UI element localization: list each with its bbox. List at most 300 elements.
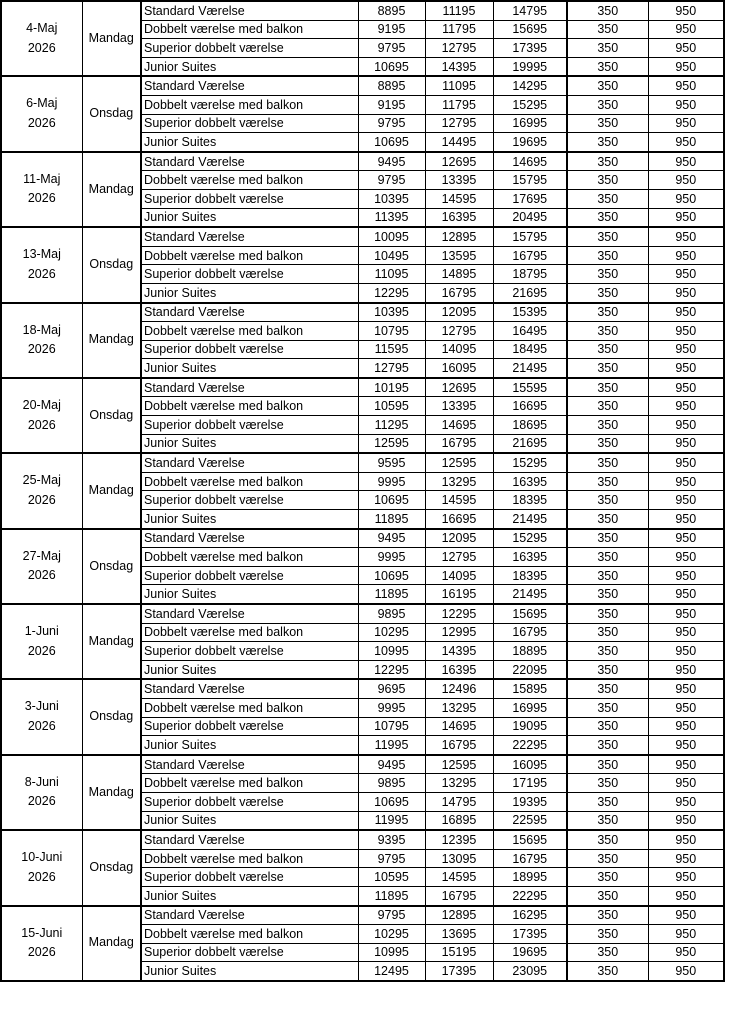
price-col2-cell: 13095 xyxy=(425,849,493,868)
supplement1-cell: 350 xyxy=(567,227,648,246)
price-col2-cell: 14595 xyxy=(425,868,493,887)
price-col3-cell: 23095 xyxy=(493,962,567,981)
date-cell xyxy=(1,1,82,76)
supplement2-cell: 950 xyxy=(648,679,724,698)
room-type-cell: Junior Suites xyxy=(141,811,358,830)
supplement2-cell: 950 xyxy=(648,283,724,302)
room-type-cell: Standard Værelse xyxy=(141,529,358,548)
supplement2-cell: 950 xyxy=(648,698,724,717)
supplement1-cell: 350 xyxy=(567,416,648,435)
supplement2-cell: 950 xyxy=(648,114,724,133)
price-col1-cell: 9795 xyxy=(358,114,425,133)
price-col3-cell: 16795 xyxy=(493,623,567,642)
supplement1-cell: 350 xyxy=(567,679,648,698)
room-type-cell: Junior Suites xyxy=(141,736,358,755)
supplement1-cell: 350 xyxy=(567,886,648,905)
price-col3-cell: 15695 xyxy=(493,20,567,39)
price-col1-cell: 10695 xyxy=(358,133,425,152)
price-col2-cell: 12895 xyxy=(425,227,493,246)
price-col2-cell: 11795 xyxy=(425,20,493,39)
price-col1-cell: 9995 xyxy=(358,548,425,567)
table-row xyxy=(1,152,724,171)
room-type-cell: Standard Værelse xyxy=(141,227,358,246)
price-col3-cell: 16995 xyxy=(493,114,567,133)
supplement1-cell: 350 xyxy=(567,246,648,265)
room-type-cell: Superior dobbelt værelse xyxy=(141,868,358,887)
price-col3-cell: 15595 xyxy=(493,378,567,397)
price-col1-cell: 11595 xyxy=(358,340,425,359)
price-col3-cell: 16695 xyxy=(493,397,567,416)
supplement1-cell: 350 xyxy=(567,20,648,39)
date-text: 27-Maj xyxy=(22,548,61,563)
supplement1-cell: 350 xyxy=(567,849,648,868)
supplement1-cell: 350 xyxy=(567,171,648,190)
supplement2-cell: 950 xyxy=(648,868,724,887)
price-col3-cell: 22095 xyxy=(493,660,567,679)
supplement2-cell: 950 xyxy=(648,792,724,811)
price-col3-cell: 14295 xyxy=(493,76,567,95)
date-text: 3-Juni xyxy=(24,699,59,714)
room-type-cell: Junior Suites xyxy=(141,962,358,981)
room-type-cell: Superior dobbelt værelse xyxy=(141,39,358,58)
price-col1-cell: 9795 xyxy=(358,906,425,925)
table-row xyxy=(1,830,724,849)
year-text: 2026 xyxy=(27,40,56,55)
price-col1-cell: 11395 xyxy=(358,208,425,227)
weekday-cell: Mandag xyxy=(82,906,141,981)
supplement2-cell: 950 xyxy=(648,39,724,58)
supplement2-cell: 950 xyxy=(648,208,724,227)
table-row xyxy=(1,303,724,322)
room-type-cell: Standard Værelse xyxy=(141,755,358,774)
year-text: 2026 xyxy=(27,492,56,507)
price-col2-cell: 12995 xyxy=(425,623,493,642)
year-text: 2026 xyxy=(27,191,56,206)
year-text: 2026 xyxy=(27,794,56,809)
price-col3-cell: 16495 xyxy=(493,322,567,341)
price-col2-cell: 12795 xyxy=(425,39,493,58)
price-col3-cell: 16795 xyxy=(493,246,567,265)
room-type-cell: Junior Suites xyxy=(141,585,358,604)
supplement2-cell: 950 xyxy=(648,529,724,548)
price-col2-cell: 13695 xyxy=(425,925,493,944)
date-text: 20-Maj xyxy=(22,397,61,412)
price-col1-cell: 10295 xyxy=(358,623,425,642)
supplement1-cell: 350 xyxy=(567,208,648,227)
price-col1-cell: 9995 xyxy=(358,472,425,491)
price-col1-cell: 10695 xyxy=(358,566,425,585)
price-col1-cell: 10695 xyxy=(358,792,425,811)
price-col1-cell: 12495 xyxy=(358,962,425,981)
price-col3-cell: 19095 xyxy=(493,717,567,736)
date-cell xyxy=(1,453,82,528)
price-col1-cell: 10195 xyxy=(358,378,425,397)
price-col2-cell: 16095 xyxy=(425,359,493,378)
supplement1-cell: 350 xyxy=(567,943,648,962)
price-col3-cell: 16995 xyxy=(493,698,567,717)
price-col3-cell: 18995 xyxy=(493,868,567,887)
room-type-cell: Standard Værelse xyxy=(141,152,358,171)
price-col2-cell: 11095 xyxy=(425,76,493,95)
price-col2-cell: 12095 xyxy=(425,529,493,548)
price-col2-cell: 14495 xyxy=(425,133,493,152)
date-cell xyxy=(1,604,82,679)
price-col1-cell: 9895 xyxy=(358,774,425,793)
price-col3-cell: 18895 xyxy=(493,642,567,661)
weekday-cell: Onsdag xyxy=(82,679,141,754)
supplement1-cell: 350 xyxy=(567,340,648,359)
supplement2-cell: 950 xyxy=(648,830,724,849)
weekday-cell: Onsdag xyxy=(82,529,141,604)
date-text: 25-Maj xyxy=(22,473,61,488)
room-type-cell: Superior dobbelt værelse xyxy=(141,642,358,661)
supplement1-cell: 350 xyxy=(567,660,648,679)
room-type-cell: Superior dobbelt værelse xyxy=(141,943,358,962)
price-col2-cell: 14595 xyxy=(425,491,493,510)
room-type-cell: Dobbelt værelse med balkon xyxy=(141,849,358,868)
supplement2-cell: 950 xyxy=(648,566,724,585)
price-col3-cell: 19995 xyxy=(493,57,567,76)
price-col3-cell: 16395 xyxy=(493,548,567,567)
price-col1-cell: 10695 xyxy=(358,491,425,510)
supplement2-cell: 950 xyxy=(648,340,724,359)
price-col3-cell: 20495 xyxy=(493,208,567,227)
supplement2-cell: 950 xyxy=(648,585,724,604)
date-cell xyxy=(1,227,82,302)
supplement2-cell: 950 xyxy=(648,20,724,39)
supplement1-cell: 350 xyxy=(567,283,648,302)
price-col1-cell: 8895 xyxy=(358,76,425,95)
table-row xyxy=(1,378,724,397)
supplement2-cell: 950 xyxy=(648,925,724,944)
room-type-cell: Standard Værelse xyxy=(141,453,358,472)
supplement1-cell: 350 xyxy=(567,642,648,661)
price-col1-cell: 10595 xyxy=(358,397,425,416)
price-col2-cell: 14095 xyxy=(425,340,493,359)
supplement1-cell: 350 xyxy=(567,57,648,76)
price-col2-cell: 14395 xyxy=(425,642,493,661)
price-col1-cell: 9795 xyxy=(358,39,425,58)
price-col1-cell: 9495 xyxy=(358,529,425,548)
table-row xyxy=(1,604,724,623)
price-col1-cell: 9395 xyxy=(358,830,425,849)
supplement2-cell: 950 xyxy=(648,1,724,20)
price-col1-cell: 11995 xyxy=(358,811,425,830)
supplement2-cell: 950 xyxy=(648,133,724,152)
room-type-cell: Junior Suites xyxy=(141,660,358,679)
price-col3-cell: 18695 xyxy=(493,416,567,435)
price-table-body xyxy=(1,1,724,981)
weekday-cell: Mandag xyxy=(82,604,141,679)
price-col3-cell: 17395 xyxy=(493,925,567,944)
price-col1-cell: 10795 xyxy=(358,322,425,341)
supplement1-cell: 350 xyxy=(567,717,648,736)
supplement1-cell: 350 xyxy=(567,925,648,944)
room-type-cell: Junior Suites xyxy=(141,510,358,529)
supplement1-cell: 350 xyxy=(567,755,648,774)
price-col1-cell: 10695 xyxy=(358,57,425,76)
weekday-cell: Mandag xyxy=(82,152,141,227)
price-col2-cell: 13395 xyxy=(425,397,493,416)
weekday-cell: Mandag xyxy=(82,303,141,378)
price-col3-cell: 15395 xyxy=(493,303,567,322)
year-text: 2026 xyxy=(27,342,56,357)
price-col3-cell: 21495 xyxy=(493,585,567,604)
price-col1-cell: 11895 xyxy=(358,585,425,604)
price-col1-cell: 9495 xyxy=(358,755,425,774)
date-cell xyxy=(1,378,82,453)
room-type-cell: Dobbelt værelse med balkon xyxy=(141,397,358,416)
date-text: 13-Maj xyxy=(22,247,61,262)
price-col3-cell: 18395 xyxy=(493,491,567,510)
supplement2-cell: 950 xyxy=(648,453,724,472)
supplement2-cell: 950 xyxy=(648,849,724,868)
price-col3-cell: 21495 xyxy=(493,359,567,378)
supplement1-cell: 350 xyxy=(567,792,648,811)
table-row xyxy=(1,1,724,20)
price-col3-cell: 19395 xyxy=(493,792,567,811)
price-col2-cell: 14895 xyxy=(425,265,493,284)
room-type-cell: Standard Værelse xyxy=(141,378,358,397)
price-col1-cell: 10795 xyxy=(358,717,425,736)
supplement2-cell: 950 xyxy=(648,189,724,208)
supplement2-cell: 950 xyxy=(648,57,724,76)
supplement1-cell: 350 xyxy=(567,359,648,378)
price-col2-cell: 16795 xyxy=(425,886,493,905)
room-type-cell: Junior Suites xyxy=(141,283,358,302)
weekday-cell: Mandag xyxy=(82,755,141,830)
price-col3-cell: 19695 xyxy=(493,133,567,152)
date-cell xyxy=(1,679,82,754)
year-text: 2026 xyxy=(27,568,56,583)
date-text: 8-Juni xyxy=(24,774,59,789)
price-col2-cell: 14395 xyxy=(425,57,493,76)
supplement2-cell: 950 xyxy=(648,303,724,322)
supplement1-cell: 350 xyxy=(567,472,648,491)
supplement1-cell: 350 xyxy=(567,906,648,925)
price-col3-cell: 22595 xyxy=(493,811,567,830)
supplement1-cell: 350 xyxy=(567,39,648,58)
price-col2-cell: 12795 xyxy=(425,114,493,133)
supplement1-cell: 350 xyxy=(567,453,648,472)
price-col2-cell: 16895 xyxy=(425,811,493,830)
price-col1-cell: 10595 xyxy=(358,868,425,887)
price-col1-cell: 11995 xyxy=(358,736,425,755)
supplement1-cell: 350 xyxy=(567,774,648,793)
room-type-cell: Dobbelt værelse med balkon xyxy=(141,246,358,265)
price-col1-cell: 9695 xyxy=(358,679,425,698)
price-col3-cell: 15795 xyxy=(493,171,567,190)
supplement2-cell: 950 xyxy=(648,943,724,962)
price-col2-cell: 14095 xyxy=(425,566,493,585)
room-type-cell: Dobbelt værelse med balkon xyxy=(141,698,358,717)
supplement2-cell: 950 xyxy=(648,962,724,981)
price-col1-cell: 11095 xyxy=(358,265,425,284)
room-type-cell: Standard Værelse xyxy=(141,906,358,925)
supplement2-cell: 950 xyxy=(648,171,724,190)
date-cell xyxy=(1,830,82,905)
price-col2-cell: 14695 xyxy=(425,717,493,736)
room-type-cell: Junior Suites xyxy=(141,208,358,227)
price-col3-cell: 21695 xyxy=(493,434,567,453)
supplement2-cell: 950 xyxy=(648,472,724,491)
price-col1-cell: 12295 xyxy=(358,283,425,302)
table-row xyxy=(1,529,724,548)
weekday-cell: Onsdag xyxy=(82,378,141,453)
year-text: 2026 xyxy=(27,643,56,658)
supplement2-cell: 950 xyxy=(648,660,724,679)
room-type-cell: Superior dobbelt værelse xyxy=(141,491,358,510)
price-col3-cell: 17195 xyxy=(493,774,567,793)
room-type-cell: Dobbelt værelse med balkon xyxy=(141,322,358,341)
price-col3-cell: 15295 xyxy=(493,453,567,472)
year-text: 2026 xyxy=(27,116,56,131)
room-type-cell: Standard Værelse xyxy=(141,679,358,698)
price-col3-cell: 16295 xyxy=(493,906,567,925)
room-type-cell: Dobbelt værelse med balkon xyxy=(141,171,358,190)
price-col2-cell: 14695 xyxy=(425,416,493,435)
supplement1-cell: 350 xyxy=(567,189,648,208)
supplement1-cell: 350 xyxy=(567,830,648,849)
year-text: 2026 xyxy=(27,417,56,432)
weekday-cell: Onsdag xyxy=(82,227,141,302)
supplement2-cell: 950 xyxy=(648,491,724,510)
supplement2-cell: 950 xyxy=(648,811,724,830)
supplement2-cell: 950 xyxy=(648,434,724,453)
date-cell xyxy=(1,152,82,227)
room-type-cell: Junior Suites xyxy=(141,57,358,76)
supplement1-cell: 350 xyxy=(567,397,648,416)
room-type-cell: Superior dobbelt værelse xyxy=(141,340,358,359)
price-col2-cell: 14595 xyxy=(425,189,493,208)
year-text: 2026 xyxy=(27,869,56,884)
price-col3-cell: 15895 xyxy=(493,679,567,698)
room-type-cell: Superior dobbelt værelse xyxy=(141,265,358,284)
price-col2-cell: 15195 xyxy=(425,943,493,962)
room-type-cell: Junior Suites xyxy=(141,359,358,378)
supplement2-cell: 950 xyxy=(648,906,724,925)
price-col1-cell: 12295 xyxy=(358,660,425,679)
supplement1-cell: 350 xyxy=(567,623,648,642)
room-type-cell: Superior dobbelt værelse xyxy=(141,717,358,736)
supplement1-cell: 350 xyxy=(567,698,648,717)
price-col1-cell: 9195 xyxy=(358,95,425,114)
price-col1-cell: 9495 xyxy=(358,152,425,171)
date-text: 4-Maj xyxy=(26,21,58,36)
price-col3-cell: 15295 xyxy=(493,95,567,114)
supplement2-cell: 950 xyxy=(648,886,724,905)
room-type-cell: Standard Værelse xyxy=(141,1,358,20)
supplement2-cell: 950 xyxy=(648,548,724,567)
price-col3-cell: 18395 xyxy=(493,566,567,585)
supplement2-cell: 950 xyxy=(648,359,724,378)
price-col2-cell: 17395 xyxy=(425,962,493,981)
table-row xyxy=(1,227,724,246)
price-col2-cell: 11195 xyxy=(425,1,493,20)
room-type-cell: Dobbelt værelse med balkon xyxy=(141,20,358,39)
price-col3-cell: 14795 xyxy=(493,1,567,20)
price-col1-cell: 12795 xyxy=(358,359,425,378)
price-col2-cell: 14795 xyxy=(425,792,493,811)
room-type-cell: Dobbelt værelse med balkon xyxy=(141,925,358,944)
room-type-cell: Standard Værelse xyxy=(141,830,358,849)
price-col2-cell: 16795 xyxy=(425,434,493,453)
price-col2-cell: 16395 xyxy=(425,208,493,227)
supplement2-cell: 950 xyxy=(648,623,724,642)
price-col3-cell: 15695 xyxy=(493,830,567,849)
supplement2-cell: 950 xyxy=(648,322,724,341)
supplement2-cell: 950 xyxy=(648,95,724,114)
room-type-cell: Superior dobbelt værelse xyxy=(141,792,358,811)
weekday-cell: Onsdag xyxy=(82,830,141,905)
price-col2-cell: 12595 xyxy=(425,453,493,472)
price-col2-cell: 13295 xyxy=(425,774,493,793)
supplement1-cell: 350 xyxy=(567,434,648,453)
supplement1-cell: 350 xyxy=(567,548,648,567)
supplement1-cell: 350 xyxy=(567,962,648,981)
room-type-cell: Junior Suites xyxy=(141,133,358,152)
supplement2-cell: 950 xyxy=(648,227,724,246)
price-col1-cell: 11295 xyxy=(358,416,425,435)
date-text: 6-Maj xyxy=(26,96,58,111)
price-col1-cell: 10995 xyxy=(358,642,425,661)
room-type-cell: Standard Værelse xyxy=(141,303,358,322)
room-type-cell: Standard Værelse xyxy=(141,76,358,95)
price-col3-cell: 17395 xyxy=(493,39,567,58)
price-col2-cell: 12496 xyxy=(425,679,493,698)
date-text: 10-Juni xyxy=(21,850,63,865)
room-type-cell: Dobbelt værelse med balkon xyxy=(141,774,358,793)
supplement2-cell: 950 xyxy=(648,774,724,793)
room-type-cell: Dobbelt værelse med balkon xyxy=(141,548,358,567)
supplement2-cell: 950 xyxy=(648,755,724,774)
price-col1-cell: 9795 xyxy=(358,171,425,190)
price-col2-cell: 12095 xyxy=(425,303,493,322)
price-col1-cell: 9895 xyxy=(358,604,425,623)
price-col1-cell: 10395 xyxy=(358,189,425,208)
price-col3-cell: 18495 xyxy=(493,340,567,359)
price-col2-cell: 12795 xyxy=(425,322,493,341)
supplement1-cell: 350 xyxy=(567,152,648,171)
supplement2-cell: 950 xyxy=(648,397,724,416)
price-col2-cell: 12295 xyxy=(425,604,493,623)
year-text: 2026 xyxy=(27,945,56,960)
supplement2-cell: 950 xyxy=(648,642,724,661)
price-col2-cell: 13295 xyxy=(425,698,493,717)
supplement1-cell: 350 xyxy=(567,585,648,604)
price-col2-cell: 13395 xyxy=(425,171,493,190)
room-type-cell: Standard Værelse xyxy=(141,604,358,623)
supplement2-cell: 950 xyxy=(648,717,724,736)
price-col2-cell: 13295 xyxy=(425,472,493,491)
price-col3-cell: 14695 xyxy=(493,152,567,171)
price-col2-cell: 12895 xyxy=(425,906,493,925)
price-col1-cell: 9195 xyxy=(358,20,425,39)
price-col3-cell: 19695 xyxy=(493,943,567,962)
date-cell xyxy=(1,303,82,378)
year-text: 2026 xyxy=(27,266,56,281)
table-row xyxy=(1,453,724,472)
price-col2-cell: 12795 xyxy=(425,548,493,567)
supplement2-cell: 950 xyxy=(648,604,724,623)
price-col3-cell: 21495 xyxy=(493,510,567,529)
date-cell xyxy=(1,906,82,981)
weekday-cell: Mandag xyxy=(82,453,141,528)
price-col2-cell: 16195 xyxy=(425,585,493,604)
price-col2-cell: 11795 xyxy=(425,95,493,114)
supplement1-cell: 350 xyxy=(567,510,648,529)
supplement1-cell: 350 xyxy=(567,491,648,510)
